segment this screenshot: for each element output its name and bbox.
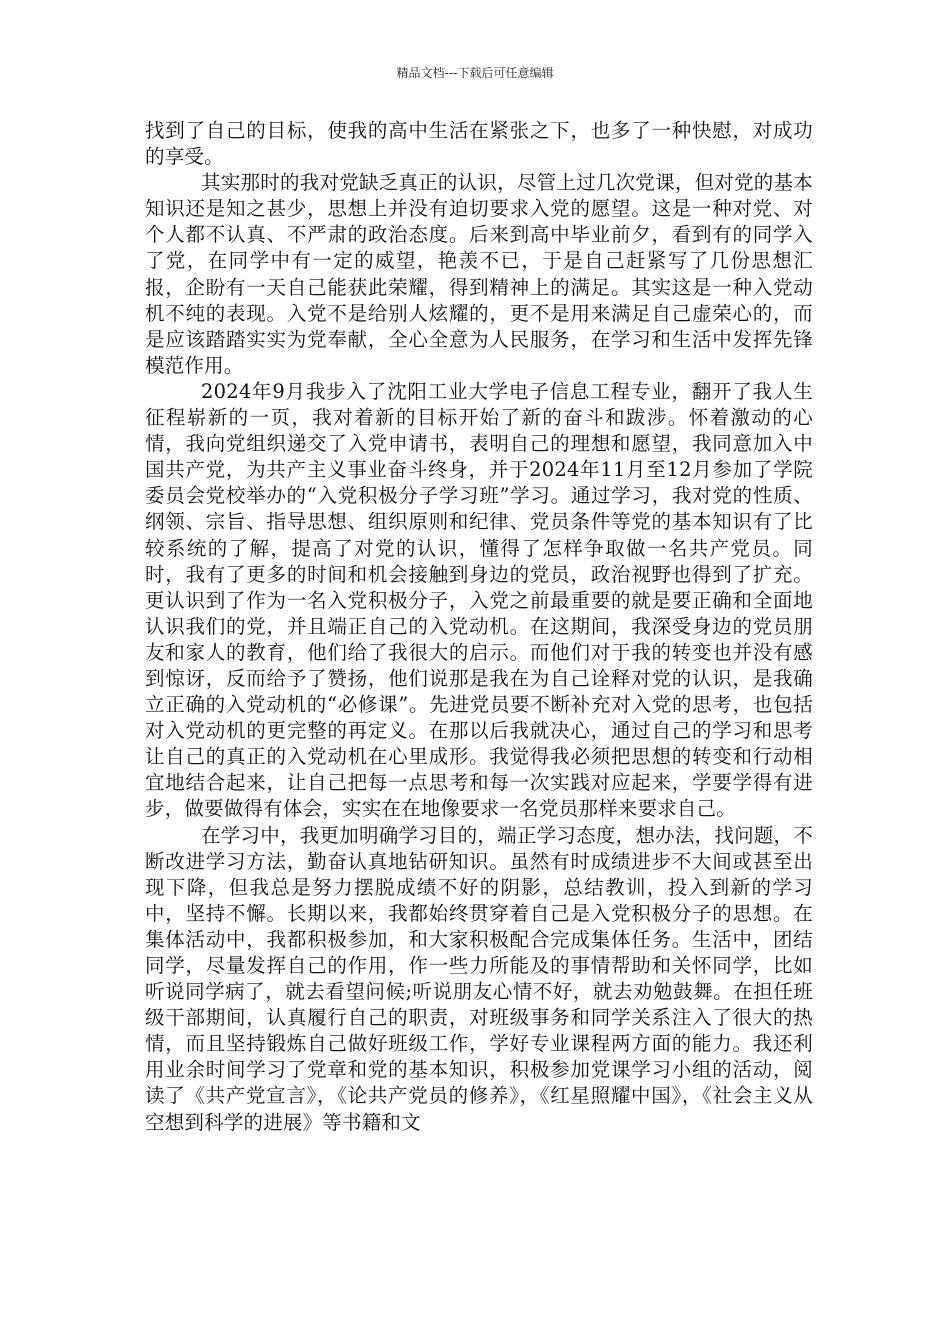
paragraph-1: 找到了自己的目标，使我的高中生活在紧张之下，也多了一种快慰，对成功的享受。	[145, 119, 813, 169]
paragraph-3: 2024年9月我步入了沈阳工业大学电子信息工程专业，翻开了我人生征程崭新的一页，我对着新的目标开始了新的奋斗和跋涉。怀着激动的心情，我向党组织递交了入党申请书，表明自己的理想和愿望，我同意加入中国共产党，为共产主义事业奋斗终身，并于2024年11月至12月参加了学院委员会党校举办的“入党积极分子学习班”学习。通过学习，我对党的性质、纲领、宗旨、指导思想、组织原则和纪律、党员条件等党的基本知识有了比较系统的了解，提高了对党的认识，懂得了怎样争取做一名共产党员。同时，我有了更多的时间和机会接触到身边的党员，政治视野也得到了扩充。更认识到了作为一名入党积极分子，入党之前最重要的就是要正确和全面地认识我们的党，并且端正自己的入党动机。在这期间，我深受身边的党员朋友和家人的教育，他们给了我很大的启示。而他们对于我的转变也并没有感到惊讶，反而给予了赞扬，他们说那是我在为自己诠释对党的认识，是我确立正确的入党动机的“必修课”。先进党员要不断补充对入党的思考，也包括对入党动机的更完整的再定义。在那以后我就决心，通过自己的学习和思考让自己的真正的入党动机在心里成形。我觉得我必须把思想的转变和行动相宜地结合起来，让自己把每一点思考和每一次实践对应起来，学要学得有进步，做要做得有体会，实实在在地像要求一名党员那样来要求自己。	[145, 379, 813, 821]
paragraph-4: 在学习中，我更加明确学习目的，端正学习态度，想办法，找问题，不断改进学习方法，勤奋认真地钻研知识。虽然有时成绩进步不大间或甚至出现下降，但我总是努力摆脱成绩不好的阴影，总结教训，投入到新的学习中，坚持不懈。长期以来，我都始终贯穿着自己是入党积极分子的思想。在集体活动中，我都积极参加，和大家积极配合完成集体任务。生活中，团结同学，尽量发挥自己的作用，作一些力所能及的事情帮助和关怀同学，比如听说同学病了，就去看望问候;听说朋友心情不好，就去劝勉鼓舞。在担任班级干部期间，认真履行自己的职责，对班级事务和同学关系注入了很大的热情，而且坚持锻炼自己做好班级工作，学好专业课程两方面的能力。我还利用业余时间学习了党章和党的基本知识，积极参加党课学习小组的活动，阅读了《共产党宣言》，《论共产党员的修养》，《红星照耀中国》，《社会主义从空想到科学的进展》等书籍和文	[145, 823, 813, 1134]
page-header: 精品文档---下载后可任意编辑	[396, 66, 554, 80]
paragraph-2: 其实那时的我对党缺乏真正的认识，尽管上过几次党课，但对党的基本知识还是知之甚少，思想上并没有迫切要求入党的愿望。这是一种对党、对个人都不认真、不严肃的政治态度。后来到高中毕业前夕，看到有的同学入了党，在同学中有一定的威望，艳羡不已，于是自己赶紧写了几份思想汇报，企盼有一天自己能获此荣耀，得到精神上的满足。其实这是一种入党动机不纯的表现。入党不是给别人炫耀的，更不是用来满足自己虚荣心的，而是应该踏踏实实为党奉献，全心全意为人民服务，在学习和生活中发挥先锋模范作用。	[145, 171, 813, 377]
document-body	[145, 118, 813, 1136]
